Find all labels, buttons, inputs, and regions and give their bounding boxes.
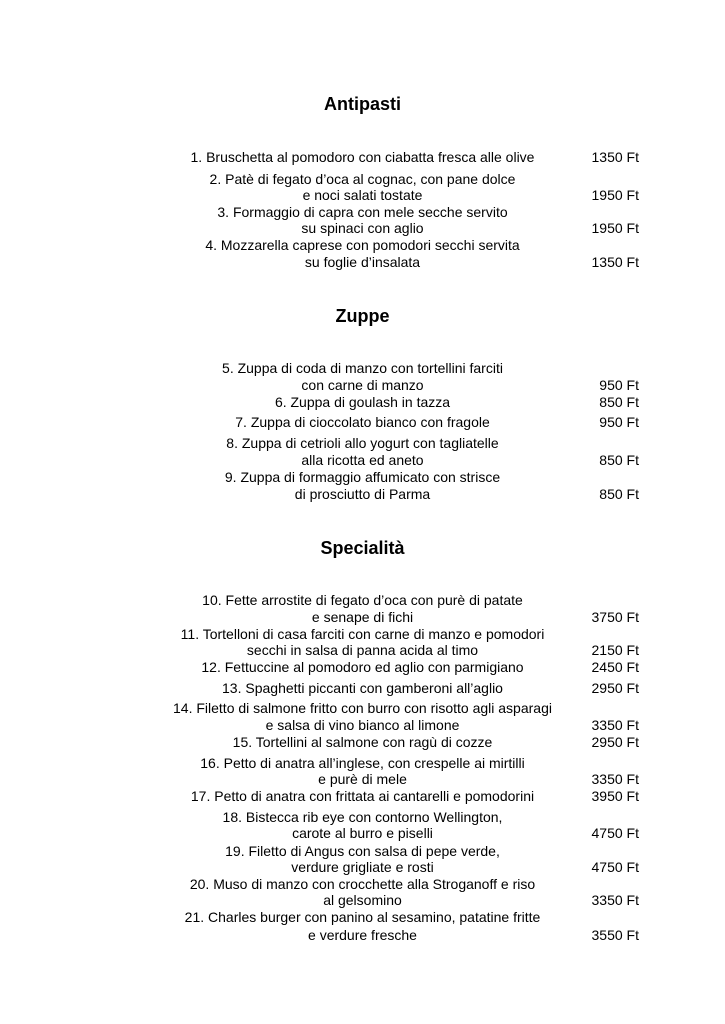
menu-item-description: e noci salati tostate	[302, 187, 423, 203]
menu-item-price: 3550 Ft	[591, 927, 639, 943]
menu-item-description: 21. Charles burger con panino al sesamino, patatine fritte	[184, 909, 541, 925]
menu-item-price: 3750 Ft	[591, 609, 639, 625]
menu-item-line	[0, 642, 725, 658]
menu-item-price: 1350 Ft	[591, 254, 639, 270]
menu-item-price: 1350 Ft	[591, 149, 639, 165]
menu-item-description: 3. Formaggio di capra con mele secche servito	[217, 204, 508, 220]
menu-item-line	[0, 843, 725, 859]
section-title: Zuppe	[335, 306, 390, 326]
menu-item-line	[0, 414, 725, 430]
menu-item-price: 2450 Ft	[591, 659, 639, 675]
menu-item-line	[0, 171, 725, 187]
menu-item-line	[0, 435, 725, 451]
menu-item-description: secchi in salsa di panna acida al timo	[246, 642, 479, 658]
menu-item-line	[0, 360, 725, 376]
menu-item-price: 2950 Ft	[591, 680, 639, 696]
menu-item-line	[0, 717, 725, 733]
menu-item-line	[0, 394, 725, 410]
menu-item-price: 4750 Ft	[591, 859, 639, 875]
menu-item-line	[0, 755, 725, 771]
menu-item-description: 16. Petto di anatra all’inglese, con crespelle ai mirtilli	[200, 755, 525, 771]
menu-item-price: 3350 Ft	[591, 892, 639, 908]
menu-item-description: 9. Zuppa di formaggio affumicato con strisce	[224, 469, 501, 485]
menu-item-line	[0, 680, 725, 696]
menu-item-price: 850 Ft	[599, 486, 639, 502]
menu-item-description: alla ricotta ed aneto	[301, 452, 424, 468]
menu-item-line	[0, 626, 725, 642]
menu-item-description: su foglie d’insalata	[304, 254, 421, 270]
menu-item-line	[0, 771, 725, 787]
menu-item-description: 19. Filetto di Angus con salsa di pepe verde,	[225, 843, 500, 859]
menu-item-description: carote al burro e piselli	[292, 825, 433, 841]
menu-item-description: 17. Petto di anatra con frittata ai cantarelli e pomodorini	[190, 788, 535, 804]
section-title: Antipasti	[323, 94, 401, 114]
menu-item-price: 3950 Ft	[591, 788, 639, 804]
menu-item-price: 3350 Ft	[591, 771, 639, 787]
menu-item-description: 20. Muso di manzo con crocchette alla Stroganoff e riso	[189, 876, 536, 892]
menu-item-line	[0, 220, 725, 236]
menu-item-description: 15. Tortellini al salmone con ragù di cozze	[232, 734, 493, 750]
menu-item-line	[0, 452, 725, 468]
menu-item-description: 5. Zuppa di coda di manzo con tortellini farciti	[222, 360, 503, 376]
menu-item-description: 6. Zuppa di goulash in tazza	[274, 394, 451, 410]
menu-item-line	[0, 237, 725, 253]
section-title: Specialità	[320, 538, 405, 558]
menu-item-line	[0, 592, 725, 608]
menu-item-price: 850 Ft	[599, 394, 639, 410]
menu-item-line	[0, 469, 725, 485]
menu-item-description: verdure grigliate e rosti	[291, 859, 434, 875]
menu-item-line	[0, 892, 725, 908]
menu-item-price: 950 Ft	[599, 377, 639, 393]
menu-item-description: al gelsomino	[323, 892, 402, 908]
menu-item-price: 4750 Ft	[591, 825, 639, 841]
menu-item-description: 2. Patè di fegato d’oca al cognac, con pane dolce	[209, 171, 516, 187]
menu-item-line	[0, 486, 725, 502]
menu-item-description: 11. Tortelloni di casa farciti con carne di manzo e pomodori	[180, 626, 545, 642]
menu-item-price: 3350 Ft	[591, 717, 639, 733]
menu-item-description: 8. Zuppa di cetrioli allo yogurt con tagliatelle	[226, 435, 499, 451]
menu-item-description: 10. Fette arrostite di fegato d’oca con purè di patate	[202, 592, 523, 608]
menu-item-line	[0, 204, 725, 220]
menu-item-line	[0, 734, 725, 750]
menu-item-description: su spinaci con aglio	[301, 220, 424, 236]
menu-item-price: 1950 Ft	[591, 220, 639, 236]
menu-item-line	[0, 609, 725, 625]
menu-item-line	[0, 859, 725, 875]
menu-item-line	[0, 700, 725, 716]
menu-item-line	[0, 788, 725, 804]
menu-item-description: 4. Mozzarella caprese con pomodori secchi servita	[205, 237, 520, 253]
menu-item-line	[0, 149, 725, 165]
menu-item-line	[0, 876, 725, 892]
menu-item-description: 1. Bruschetta al pomodoro con ciabatta fresca alle olive	[190, 149, 535, 165]
menu-item-description: 18. Bistecca rib eye con contorno Wellington,	[222, 809, 503, 825]
menu-item-line	[0, 809, 725, 825]
menu-item-description: e salsa di vino bianco al limone	[265, 717, 460, 733]
menu-item-description: 13. Spaghetti piccanti con gamberoni all’aglio	[222, 680, 503, 696]
menu-item-description: 14. Filetto di salmone fritto con burro con risotto agli asparagi	[173, 700, 552, 716]
menu-item-price: 2150 Ft	[591, 642, 639, 658]
menu-item-line	[0, 187, 725, 203]
menu-item-price: 2950 Ft	[591, 734, 639, 750]
menu-item-line	[0, 909, 725, 925]
menu-item-description: e senape di fichi	[311, 609, 414, 625]
menu-item-price: 1950 Ft	[591, 187, 639, 203]
menu-item-line	[0, 825, 725, 841]
menu-item-line	[0, 254, 725, 270]
menu-item-description: e purè di mele	[318, 771, 407, 787]
menu-item-line	[0, 659, 725, 675]
menu-item-description: di prosciutto di Parma	[294, 486, 431, 502]
menu-item-description: e verdure fresche	[308, 927, 417, 943]
menu-item-description: con carne di manzo	[301, 377, 424, 393]
menu-item-price: 950 Ft	[599, 414, 639, 430]
menu-item-line	[0, 927, 725, 943]
menu-item-description: 12. Fettuccine al pomodoro ed aglio con parmigiano	[201, 659, 524, 675]
menu-item-description: 7. Zuppa di cioccolato bianco con fragole	[235, 414, 490, 430]
menu-item-price: 850 Ft	[599, 452, 639, 468]
menu-item-line	[0, 377, 725, 393]
